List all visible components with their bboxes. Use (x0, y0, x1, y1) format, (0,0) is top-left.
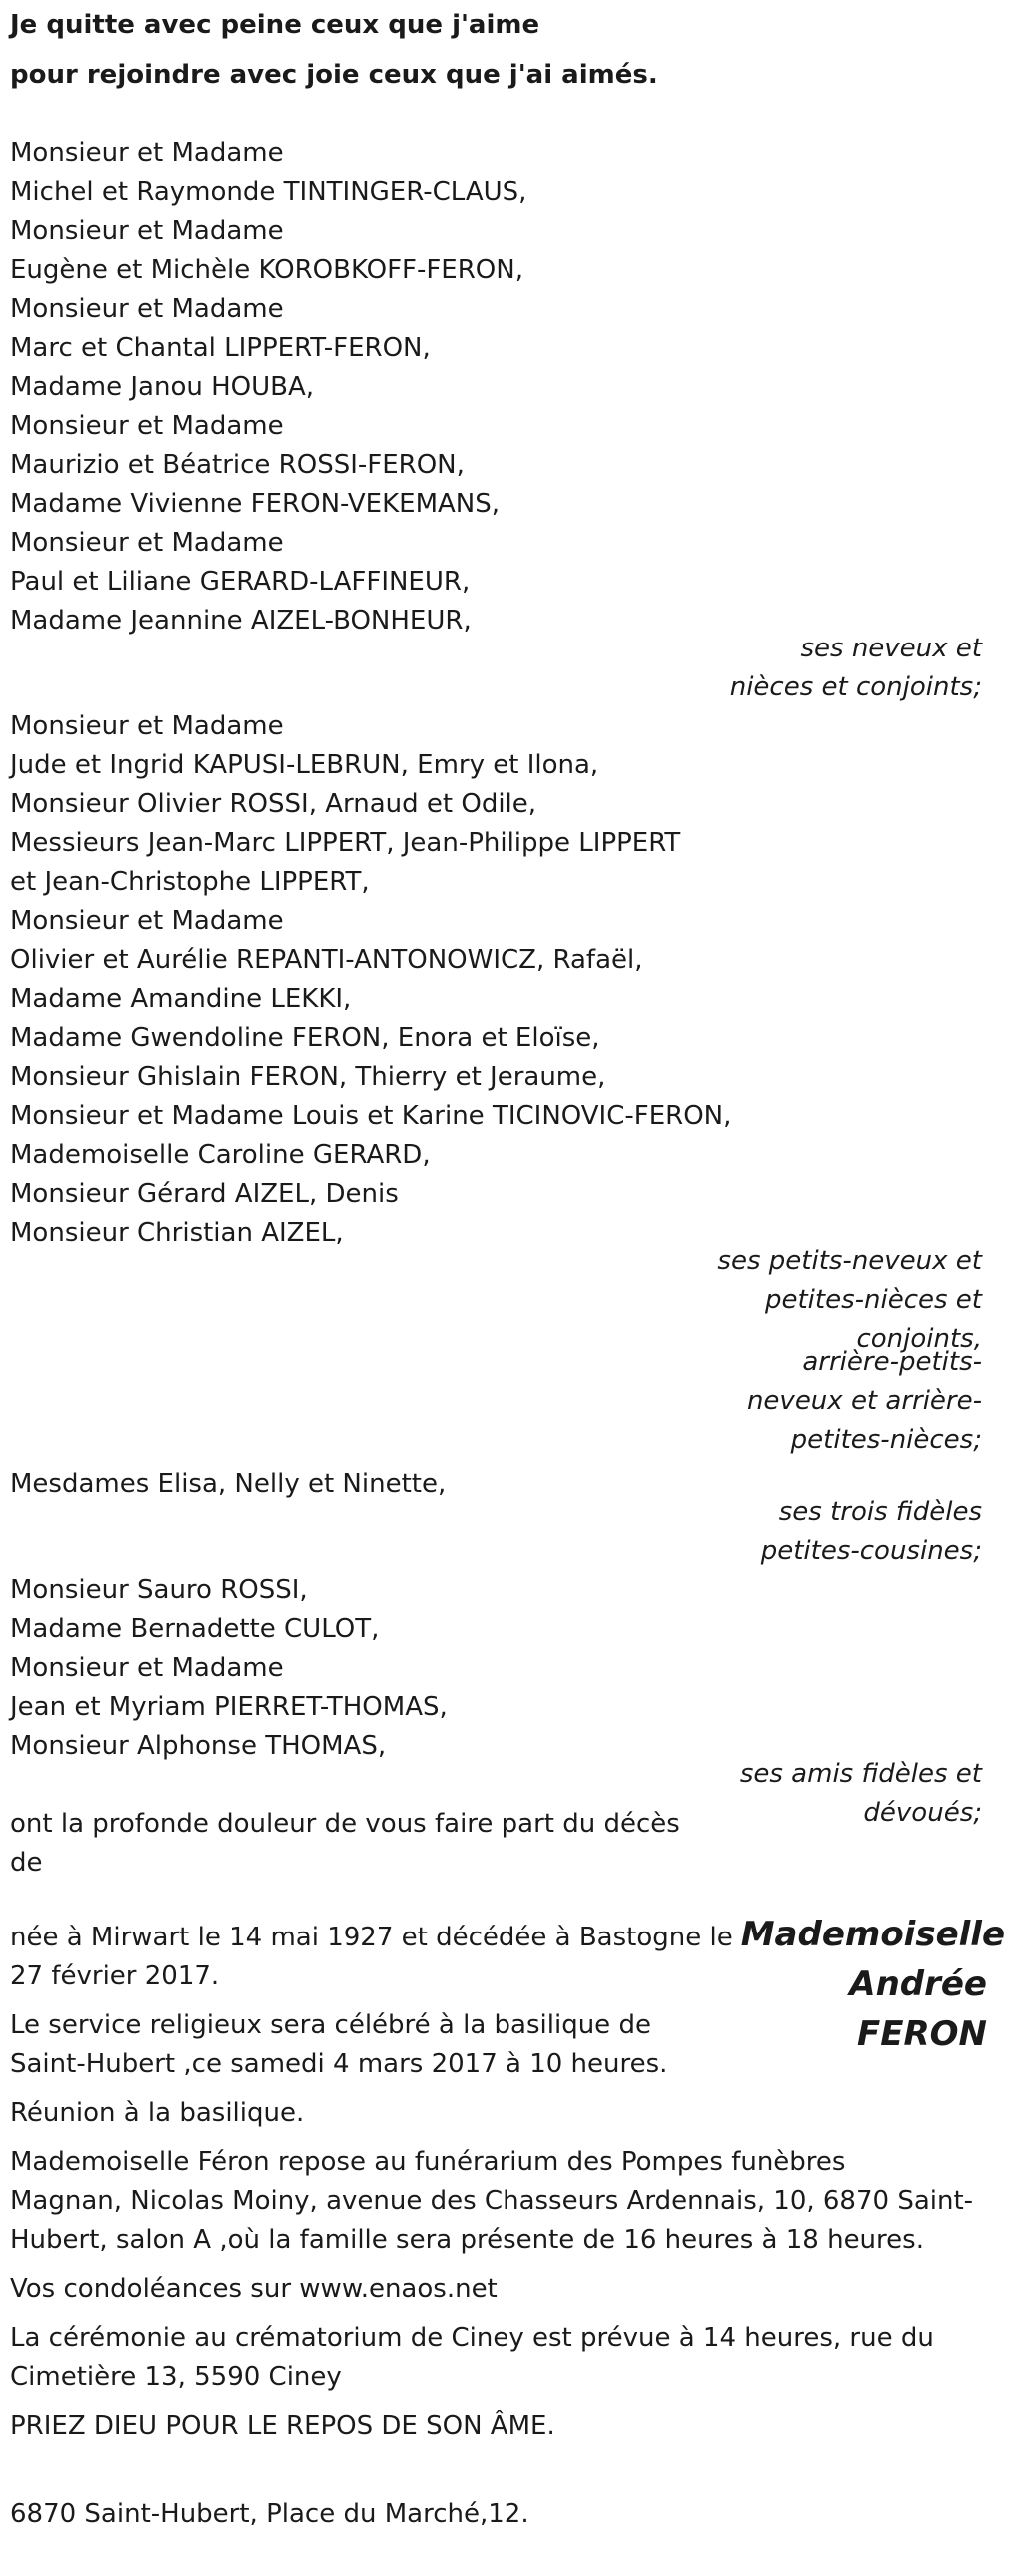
deceased-name-line: Andrée (849, 1964, 987, 2004)
family-line: Monsieur et Madame (10, 528, 284, 558)
family-line: Madame Jeannine AIZEL-BONHEUR, (10, 606, 472, 636)
family-line: Monsieur Gérard AIZEL, Denis (10, 1179, 399, 1209)
relation-label: petites-cousines; (760, 1536, 982, 1566)
family-line: Monsieur Christian AIZEL, (10, 1218, 344, 1248)
family-line: Monsieur Olivier ROSSI, Arnaud et Odile, (10, 789, 537, 819)
family-line: Monsieur et Madame (10, 138, 284, 168)
family-line: Messieurs Jean-Marc LIPPERT, Jean-Philippe LIPPERT (10, 828, 681, 858)
family-line: Monsieur et Madame Louis et Karine TICINOVIC-FERON, (10, 1101, 732, 1131)
detail-line: Cimetière 13, 5590 Ciney (10, 2362, 342, 2392)
family-line: Madame Gwendoline FERON, Enora et Eloïse, (10, 1023, 600, 1053)
relation-label: petites-nièces et (764, 1285, 982, 1315)
family-line: Monsieur et Madame (10, 711, 284, 741)
family-line: Marc et Chantal LIPPERT-FERON, (10, 333, 431, 363)
family-line: Monsieur et Madame (10, 216, 284, 246)
family-line: Michel et Raymonde TINTINGER-CLAUS, (10, 177, 527, 207)
detail-line: PRIEZ DIEU POUR LE REPOS DE SON ÂME. (10, 2411, 555, 2441)
relation-label: ses amis fidèles et (739, 1759, 982, 1789)
detail-line: Réunion à la basilique. (10, 2098, 305, 2128)
family-line: Olivier et Aurélie REPANTI-ANTONOWICZ, Rafaël, (10, 945, 643, 975)
relation-label: dévoués; (863, 1798, 982, 1828)
family-line: Monsieur et Madame (10, 1653, 284, 1683)
family-line: Mademoiselle Caroline GERARD, (10, 1140, 431, 1170)
family-line: Monsieur et Madame (10, 294, 284, 324)
announcement-line: de (10, 1848, 43, 1878)
family-line: Monsieur et Madame (10, 411, 284, 441)
family-line: Jude et Ingrid KAPUSI-LEBRUN, Emry et Ilona, (10, 750, 599, 780)
relation-label: nièces et conjoints; (729, 672, 982, 702)
detail-line: née à Mirwart le 14 mai 1927 et décédée à Bastogne le (10, 1923, 733, 1952)
address: 6870 Saint-Hubert, Place du Marché,12. (10, 2499, 529, 2529)
relation-label: ses neveux et (800, 634, 982, 663)
announcement-line: ont la profonde douleur de vous faire part du décès (10, 1809, 680, 1839)
detail-line: Hubert, salon A ,où la famille sera présente de 16 heures à 18 heures. (10, 2225, 924, 2255)
family-line: et Jean-Christophe LIPPERT, (10, 867, 370, 897)
family-line: Monsieur Ghislain FERON, Thierry et Jeraume, (10, 1062, 606, 1092)
epigraph-line: pour rejoindre avec joie ceux que j'ai aimés. (10, 60, 658, 90)
family-line: Mesdames Elisa, Nelly et Ninette, (10, 1469, 447, 1499)
condolences-link[interactable]: Vos condoléances sur www.enaos.net (10, 2274, 498, 2304)
relation-label: petites-nièces; (790, 1425, 982, 1455)
relation-label: ses trois fidèles (778, 1497, 982, 1527)
family-line: Madame Vivienne FERON-VEKEMANS, (10, 489, 501, 519)
relation-label: conjoints, (856, 1324, 982, 1354)
family-line: Madame Amandine LEKKI, (10, 984, 352, 1014)
family-line: Paul et Liliane GERARD-LAFFINEUR, (10, 567, 471, 597)
family-line: Monsieur Alphonse THOMAS, (10, 1731, 387, 1761)
deceased-name-line: Mademoiselle (740, 1915, 1005, 1954)
epigraph-line: Je quitte avec peine ceux que j'aime (10, 10, 540, 40)
detail-line: Le service religieux sera célébré à la basilique de (10, 2010, 651, 2040)
relation-label: neveux et arrière- (746, 1386, 982, 1416)
family-line: Jean et Myriam PIERRET-THOMAS, (10, 1692, 448, 1722)
relation-label: arrière-petits- (802, 1347, 982, 1377)
detail-line: La cérémonie au crématorium de Ciney est prévue à 14 heures, rue du (10, 2323, 934, 2353)
family-line: Maurizio et Béatrice ROSSI-FERON, (10, 450, 465, 480)
family-line: Monsieur et Madame (10, 906, 284, 936)
detail-line: 27 février 2017. (10, 1961, 220, 1991)
family-line: Monsieur Sauro ROSSI, (10, 1575, 308, 1605)
detail-line: Magnan, Nicolas Moiny, avenue des Chasseurs Ardennais, 10, 6870 Saint- (10, 2186, 974, 2216)
detail-line: Saint-Hubert ,ce samedi 4 mars 2017 à 10 heures. (10, 2049, 668, 2079)
family-line: Eugène et Michèle KOROBKOFF-FERON, (10, 255, 523, 285)
detail-line: Mademoiselle Féron repose au funérarium des Pompes funèbres (10, 2147, 846, 2177)
family-line: Madame Bernadette CULOT, (10, 1614, 380, 1644)
relation-label: ses petits-neveux et (717, 1246, 982, 1276)
family-line: Madame Janou HOUBA, (10, 372, 315, 402)
deceased-name-line: FERON (857, 2014, 987, 2054)
